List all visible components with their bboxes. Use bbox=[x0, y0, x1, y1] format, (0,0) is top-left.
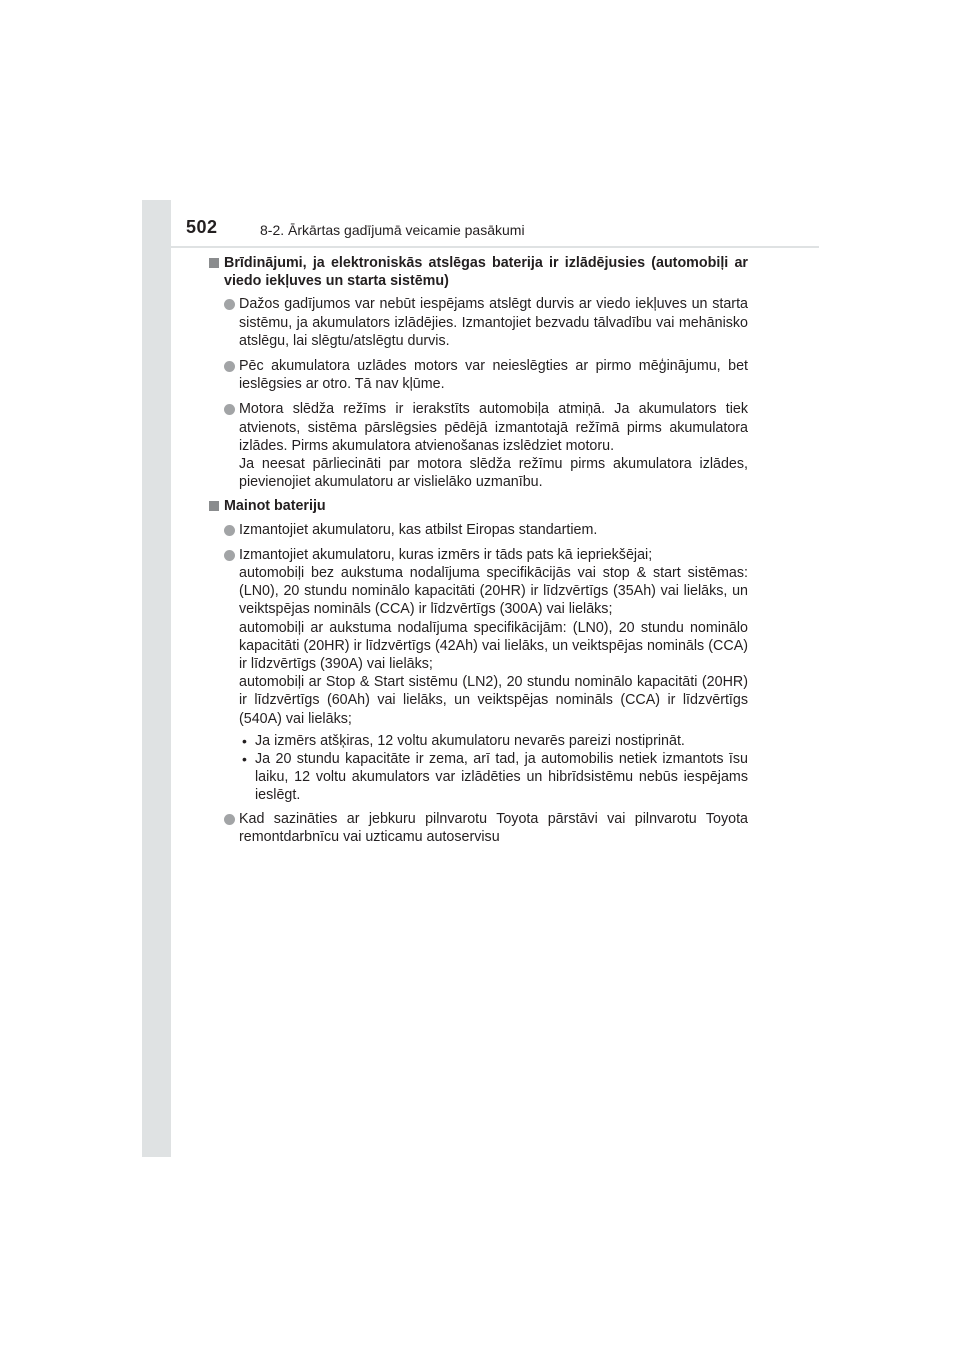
circle-bullet-icon bbox=[224, 361, 235, 372]
page-content bbox=[208, 254, 748, 846]
list-item-text: Kad sazināties ar jebkuru pilnvarotu Toyota pārstāvi vai pilnvarotu Toyota remontdarbnīcu vai uzticamu autoservisu bbox=[239, 810, 748, 845]
list-item-text: Izmantojiet akumulatoru, kuras izmērs ir tāds pats kā iepriekšējai; bbox=[239, 546, 653, 563]
list-item-text: Dažos gadījumos var nebūt iespējams atslēgt durvis ar viedo iekļuves un starta sistēmu, ja akumulators izlādējies. Izmantojiet bezvadu tālvadību vai mehānisko atslēgu, lai slēgtu/atslēgtu durvis. bbox=[239, 296, 748, 349]
list-item bbox=[208, 546, 748, 728]
sub-list-item-text: Ja izmērs atšķiras, 12 voltu akumulatoru nevarēs pareizi nostiprināt. bbox=[255, 732, 685, 749]
spec-paragraph: automobiļi bez aukstuma nodalījuma specifikācijās vai stop & start sistēmas: (LN0), 20 stundu nominālo kapacitāti (20HR) ir līdzvērtīgs (35Ah) vai lielāks, un veiktspējas nomināls (CCA) ir līdzvērtīgs (300A) vai lielāks; bbox=[239, 565, 748, 618]
circle-bullet-icon bbox=[224, 525, 235, 536]
sub-list-item bbox=[208, 750, 748, 805]
circle-bullet-icon bbox=[224, 814, 235, 825]
list-item bbox=[208, 810, 748, 846]
section-key-battery-warnings bbox=[208, 254, 748, 491]
list-item-text: Motora slēdža režīms ir ierakstīts automobiļa atmiņā. Ja akumulators tiek atvienots, sistēma pārslēgsies pēdējā izmantotajā režīmā pirms akumulatora izlādes. Pirms akumulatora atvienošanas izslēdziet motoru. bbox=[239, 401, 748, 454]
list-item-text: Izmantojiet akumulatoru, kas atbilst Eiropas standartiem. bbox=[239, 521, 598, 538]
spec-paragraph: automobiļi ar aukstuma nodalījuma specifikācijām: (LN0), 20 stundu nominālo kapacitāti (20HR) ir līdzvērtīgs (42Ah) vai lielāks, un veiktspējas nomināls (CCA) ir līdzvērtīgs (390A) vai lielāks; bbox=[239, 619, 748, 673]
section-heading bbox=[208, 254, 748, 290]
section-heading bbox=[208, 497, 748, 515]
dot-bullet-icon: • bbox=[242, 732, 247, 749]
list-item-text-continued: Ja neesat pārliecināti par motora slēdža režīmu pirms akumulatora izlādes, pievienojiet akumulatoru ar vislielāko uzmanību. bbox=[239, 456, 748, 491]
list-item bbox=[208, 521, 748, 539]
list-item bbox=[208, 357, 748, 393]
sidebar-tab bbox=[142, 200, 171, 1157]
square-bullet-icon bbox=[209, 258, 219, 268]
section-battery-replacement bbox=[208, 497, 748, 846]
circle-bullet-icon bbox=[224, 550, 235, 561]
page-number: 502 bbox=[186, 217, 218, 237]
circle-bullet-icon bbox=[224, 404, 235, 415]
spec-paragraph: automobiļi ar Stop & Start sistēmu (LN2), 20 stundu nominālo kapacitāti (20HR) ir līdzvērtīgs (60Ah) vai lielāks, un veiktspējas nomināls (CCA) ir līdzvērtīgs (540A) vai lielāks; bbox=[239, 674, 748, 727]
circle-bullet-icon bbox=[224, 299, 235, 310]
sub-list-item-text: Ja 20 stundu kapacitāte ir zema, arī tad, ja automobilis netiek izmantots īsu laiku, 12 voltu akumulators var izlādēties un hibrīdsistēmu nebūs iespējams ieslēgt. bbox=[255, 751, 748, 804]
sub-list-item bbox=[208, 732, 748, 750]
header-divider bbox=[171, 246, 819, 248]
section-heading-text: Mainot bateriju bbox=[224, 498, 326, 515]
list-item bbox=[208, 400, 748, 491]
header-title: 8-2. Ārkārtas gadījumā veicamie pasākumi bbox=[260, 222, 525, 238]
square-bullet-icon bbox=[209, 501, 219, 511]
sub-list bbox=[208, 732, 748, 805]
section-heading-text: Brīdinājumi, ja elektroniskās atslēgas baterija ir izlādējusies (automobiļi ar viedo iekļuves un starta sistēmu) bbox=[224, 255, 748, 290]
list-item bbox=[208, 295, 748, 350]
list-item-text: Pēc akumulatora uzlādes motors var neieslēgties ar pirmo mēģinājumu, bet ieslēgsies ar otro. Tā nav kļūme. bbox=[239, 358, 748, 393]
dot-bullet-icon: • bbox=[242, 751, 247, 768]
